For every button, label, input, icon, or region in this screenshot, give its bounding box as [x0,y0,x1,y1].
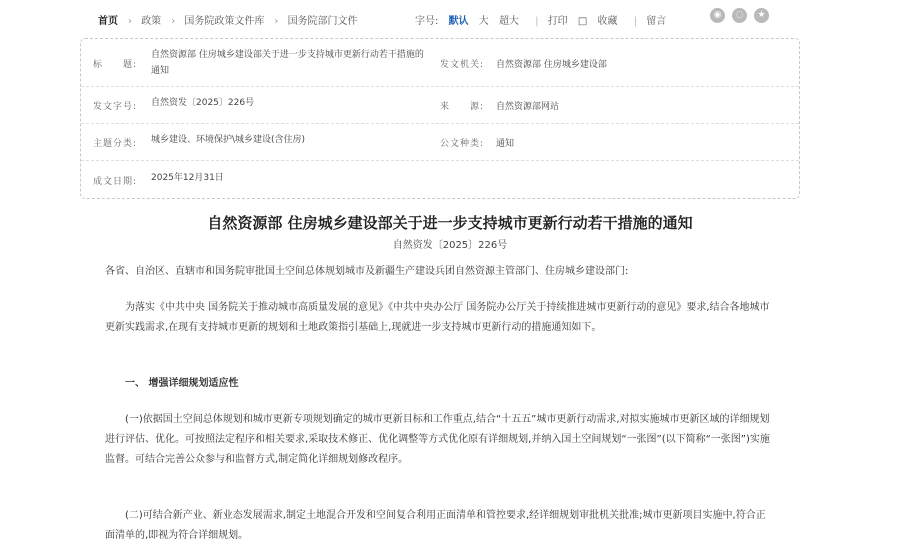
weibo-icon[interactable]: ◉ [710,8,725,23]
info-row-title [81,39,799,87]
topic-value: 城乡建设、环境保护\城乡建设(含住房) [151,135,306,145]
docno-label: 发文字号: [93,102,138,112]
keep-button[interactable]: 留言 [646,16,667,27]
share-bar [710,8,776,23]
paragraph-item-1: (一)依据国土空间总体规划和城市更新专项规划确定的城市更新目标和工作重点,结合“十五五”城市更新行动需求,对拟实施城市更新区域的详细规划进行评估、优化。可按照法定程序和相关要求,采取技术修正、优化调整等方式优化原有详细规划,并纳入国土空间规划“一张图”(以下简称“一张图”)实施监督。可结合完善公众参与和监督方式,制定简化详细规划修改程序。 [105,414,770,465]
issuer-value: 自然资源部 住房城乡建设部 [496,60,607,70]
addressee-paragraph: 各省、自治区、直辖市和国务院审批国土空间总体规划城市及新疆生产建设兵团自然资源主管部门、住房城乡建设部门: [105,266,629,277]
font-size-label: 字号: [415,16,439,27]
info-row-date [81,160,799,198]
breadcrumb-separator: › [274,16,279,27]
page-tools [415,12,673,27]
font-large-button[interactable]: 大 [478,16,489,27]
paragraph-item-2: (二)可结合新产业、新业态发展需求,制定土地混合开发和空间复合利用正面清单和管控要求,经详细规划审批机关批准;城市更新项目实施中,符合正面清单的,即视为符合详细规划。 [105,510,766,541]
wechat-icon[interactable]: ◌ [732,8,747,23]
print-button[interactable]: 打印 [547,16,568,27]
favorite-button[interactable]: 收藏 [597,16,618,27]
breadcrumb-separator: › [171,16,176,27]
breadcrumb-policy[interactable]: 政策 [141,16,162,27]
favorite-mark-icon: □ [577,16,588,27]
toolbar-divider: | [535,16,539,27]
toolbar-divider: | [633,16,638,27]
source-label: 来 源: [440,102,485,112]
breadcrumb-separator: › [128,16,132,27]
section-heading: 一、 增强详细规划适应性 [125,378,239,389]
breadcrumb-policy-library[interactable]: 国务院政策文件库 [184,16,265,27]
breadcrumb-home[interactable]: 首页 [98,16,118,27]
title-value: 自然资源部 住房城乡建设部关于进一步支持城市更新行动若干措施的通知 [151,50,424,76]
type-label: 公文种类: [440,139,485,149]
info-row-docno [81,86,799,124]
font-default-button[interactable]: 默认 [448,16,469,27]
top-bar [80,10,800,28]
issuer-label: 发文机关: [440,60,485,70]
font-xlarge-button[interactable]: 超大 [498,16,519,27]
document-info-table [80,38,800,199]
type-value: 通知 [496,139,515,149]
breadcrumb [98,12,362,27]
breadcrumb-department-files[interactable]: 国务院部门文件 [287,16,358,27]
title-label: 标 题: [93,60,138,70]
date-value: 2025年12月31日 [151,173,224,183]
topic-label: 主题分类: [93,139,138,149]
info-row-topic [81,123,799,161]
date-label: 成文日期: [93,177,138,187]
docno-value: 自然资发〔2025〕226号 [151,98,255,108]
favorite-icon[interactable]: ★ [754,8,769,23]
intro-paragraph: 为落实《中共中央 国务院关于推动城市高质量发展的意见》《中共中央办公厅 国务院办公厅关于持续推进城市更新行动的意见》要求,结合各地城市更新实践需求,在现有支持城市更新的规划和土地政策指引基础上,现就进一步支持城市更新行动的措施通知如下。 [105,302,770,333]
document-title: 自然资源部 住房城乡建设部关于进一步支持城市更新行动若干措施的通知 [207,214,693,232]
source-value: 自然资源部网站 [496,102,560,112]
document-number: 自然资发〔2025〕226号 [392,240,508,251]
